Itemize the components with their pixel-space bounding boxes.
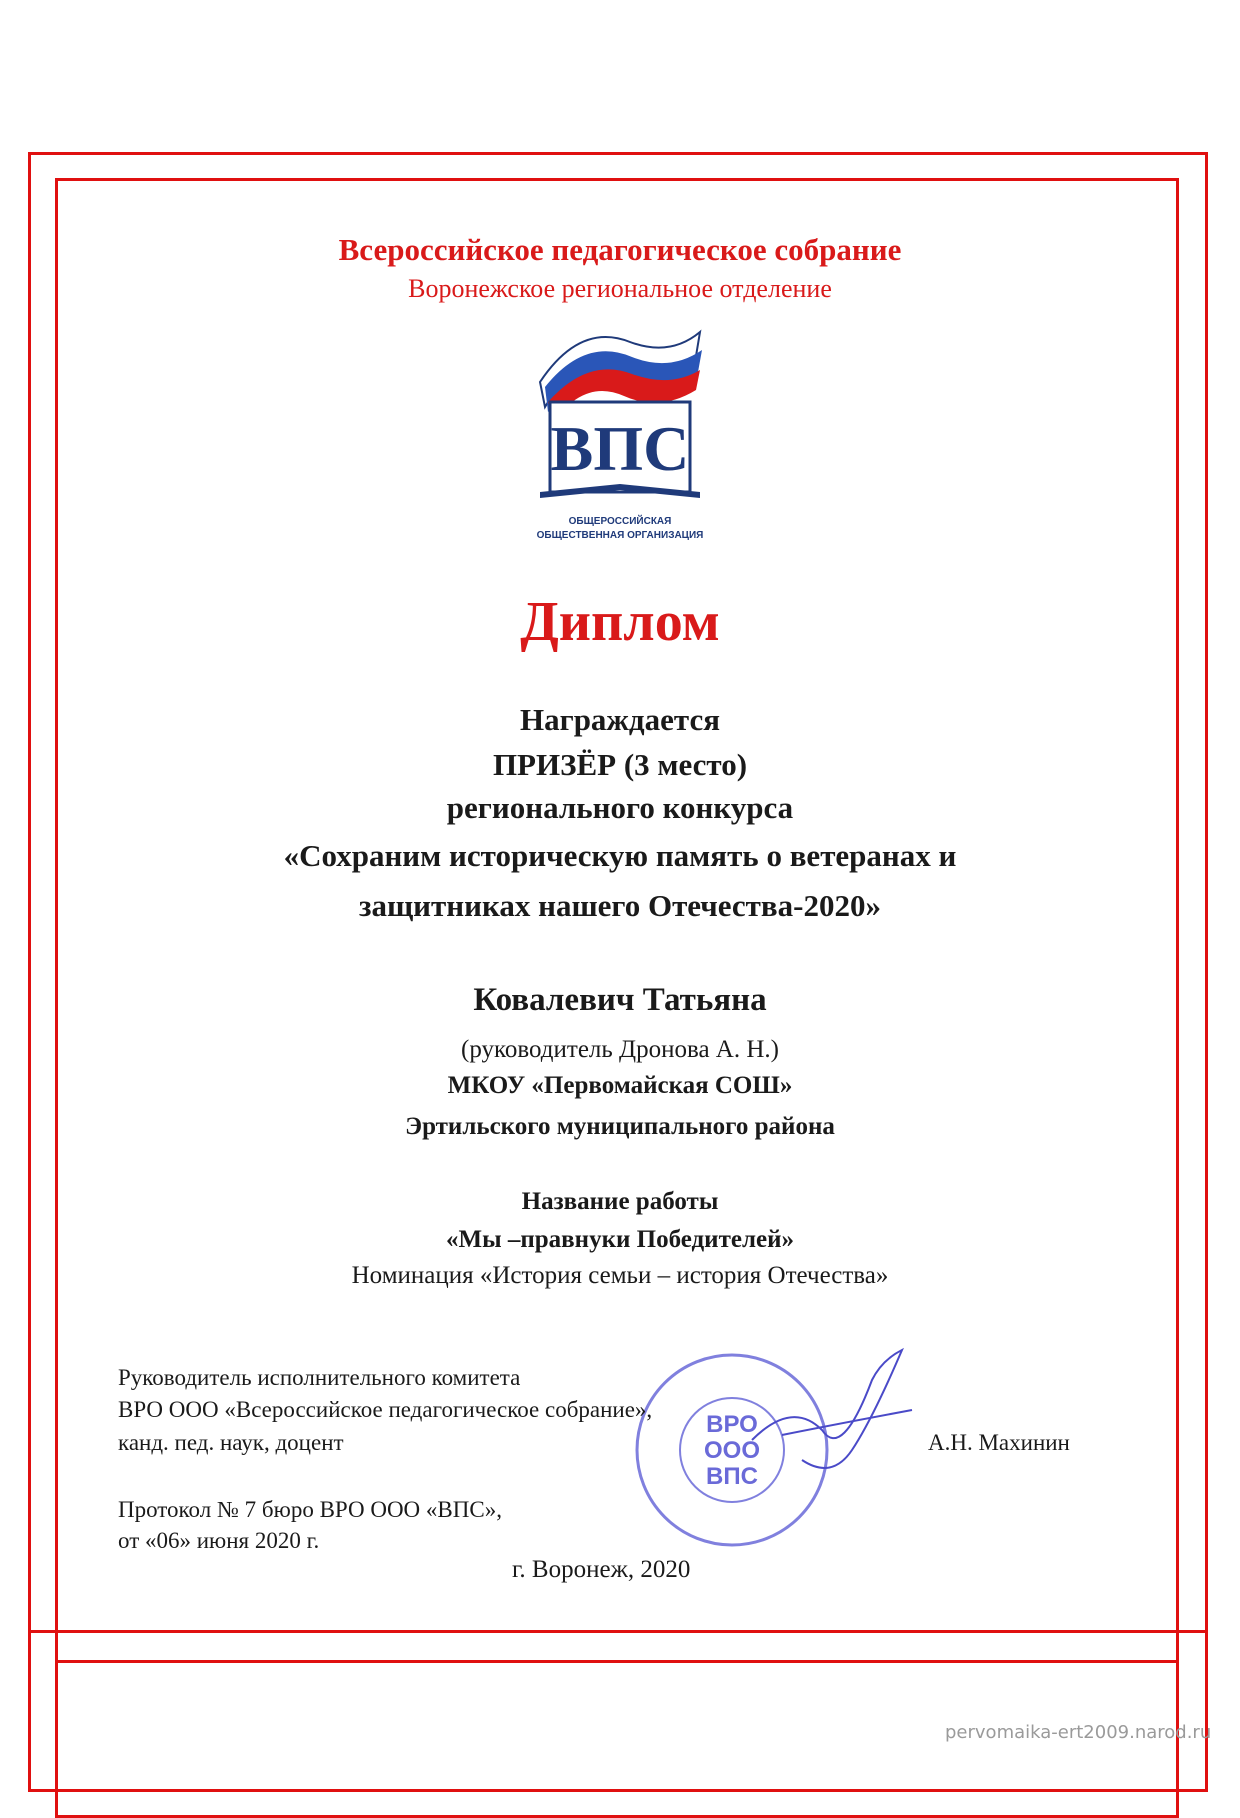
contest-name-line-1: «Сохраним историческую память о ветеранах и <box>283 838 957 873</box>
work-heading: Название работы <box>521 1188 719 1215</box>
vps-logo <box>520 312 720 542</box>
logo-caption-2: ОБЩЕСТВЕННАЯ ОРГАНИЗАЦИЯ <box>536 530 704 541</box>
logo-letters: ВПС <box>550 413 690 484</box>
place-label: ПРИЗЁР (3 место) <box>492 747 748 782</box>
bottom-rule-2 <box>55 1660 1179 1663</box>
logo-caption-1: ОБЩЕРОССИЙСКАЯ <box>568 516 672 527</box>
signature-line-2: ВРО ООО «Всероссийское педагогическое собрание», <box>118 1397 653 1422</box>
awarded-label: Награждается <box>520 702 720 737</box>
signature-line-3: канд. пед. наук, доцент <box>118 1430 344 1455</box>
protocol-line-2: от «06» июня 2020 г. <box>118 1528 320 1553</box>
diploma-title: Диплом <box>520 591 720 653</box>
recipient-district: Эртильского муниципального района <box>405 1113 835 1140</box>
contest-type: регионального конкурса <box>446 790 794 825</box>
watermark: pervomaika-ert2009.narod.ru <box>945 1722 1212 1743</box>
stamp-center-2: ООО <box>703 1437 761 1464</box>
bottom-rule-1 <box>28 1630 1208 1633</box>
signer-name: А.Н. Махинин <box>928 1430 1070 1455</box>
work-title: «Мы –правнуки Победителей» <box>446 1226 794 1253</box>
recipient-school: МКОУ «Первомайская СОШ» <box>447 1072 793 1099</box>
work-nomination: Номинация «История семьи – история Отечества» <box>351 1262 889 1289</box>
stamp-center-3: ВПС <box>706 1463 758 1490</box>
official-stamp <box>632 1340 932 1560</box>
org-subtitle: Воронежское региональное отделение <box>408 274 832 303</box>
org-title: Всероссийское педагогическое собрание <box>338 232 902 267</box>
recipient-name: Ковалевич Татьяна <box>473 982 767 1018</box>
stamp-center-1: ВРО <box>706 1411 758 1438</box>
protocol-line-1: Протокол № 7 бюро ВРО ООО «ВПС», <box>118 1497 502 1522</box>
recipient-leader: (руководитель Дронова А. Н.) <box>461 1036 779 1063</box>
signature-line-1: Руководитель исполнительного комитета <box>118 1365 521 1390</box>
contest-name-line-2: защитниках нашего Отечества-2020» <box>359 888 881 923</box>
city-year: г. Воронеж, 2020 <box>512 1556 691 1583</box>
